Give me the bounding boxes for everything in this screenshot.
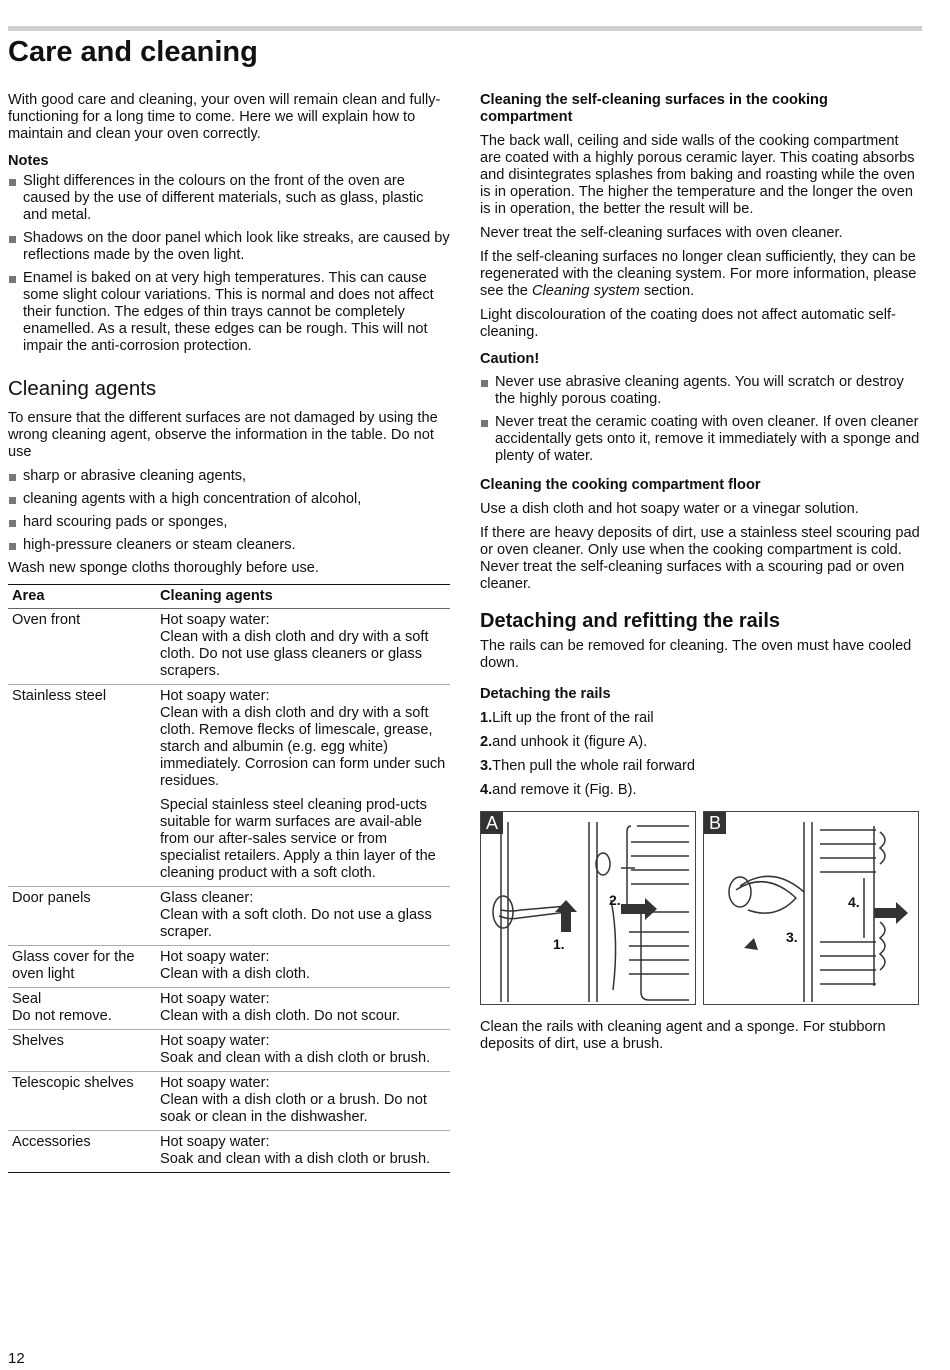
agent-label: Hot soapy water: bbox=[160, 949, 270, 965]
agent-label: Hot soapy water: bbox=[160, 688, 270, 704]
list-item: cleaning agents with a high concentration of alcohol, bbox=[8, 491, 450, 508]
agent-cell bbox=[156, 887, 450, 946]
agent-cell bbox=[156, 685, 450, 887]
step-2-callout: 2. bbox=[609, 892, 621, 908]
step-number: 4. bbox=[480, 782, 493, 798]
area-cell: Shelves bbox=[8, 1030, 156, 1072]
text-span: If the self-cleaning surfaces no longer clean sufficiently, they can be regenerated with the cleaning system. For more information, please see the bbox=[480, 249, 917, 299]
self-cleaning-heading: Cleaning the self-cleaning surfaces in the cooking compartment bbox=[480, 92, 828, 125]
agent-text: Clean with a soft cloth. Do not use a glass scraper. bbox=[160, 907, 432, 940]
agent-cell bbox=[156, 946, 450, 988]
agent-text: Soak and clean with a dish cloth or brush. bbox=[160, 1050, 431, 1066]
agent-cell bbox=[156, 988, 450, 1030]
floor-heading: Cleaning the cooking compartment floor bbox=[480, 477, 761, 493]
table-row bbox=[8, 988, 450, 1030]
table-row bbox=[8, 946, 450, 988]
area-label: Seal bbox=[12, 991, 42, 1007]
area-cell: Telescopic shelves bbox=[8, 1072, 156, 1131]
intro-paragraph: With good care and cleaning, your oven will remain clean and fully-functioning for a long time to come. Here we will explain how to maintain and clean your oven correctly. bbox=[8, 92, 441, 142]
step-item bbox=[480, 734, 922, 751]
list-item: high-pressure cleaners or steam cleaners. bbox=[8, 537, 450, 554]
column-header-area: Area bbox=[8, 585, 156, 609]
area-note: Do not remove. bbox=[12, 1008, 112, 1024]
figure-a bbox=[480, 811, 696, 1005]
list-item: Enamel is baked on at very high temperatures. This can cause some slight colour variations. This is normal and does not affect their function. The edges of thin trays cannot be completely enamelled. As a result, these edges can be rough. This will not impair the anti-corrosion protection. bbox=[8, 270, 450, 355]
agent-label: Hot soapy water: bbox=[160, 612, 270, 628]
agent-cell bbox=[156, 609, 450, 685]
step-text: and remove it (Fig. B). bbox=[492, 782, 637, 798]
area-cell: Door panels bbox=[8, 887, 156, 946]
area-cell: Stainless steel bbox=[8, 685, 156, 887]
list-item: Never use abrasive cleaning agents. You will scratch or destroy the highly porous coating. bbox=[480, 374, 922, 408]
do-not-use-list bbox=[8, 468, 450, 554]
step-4-callout: 4. bbox=[848, 894, 860, 910]
list-item: hard scouring pads or sponges, bbox=[8, 514, 450, 531]
figure-label-a: A bbox=[481, 812, 503, 834]
table-header-row bbox=[8, 585, 450, 609]
list-item: Never treat the ceramic coating with oven cleaner. If oven cleaner accidentally gets onto it, remove it immediately with a sponge and plenty of water. bbox=[480, 414, 922, 465]
text-span: section. bbox=[639, 283, 695, 299]
figure-b bbox=[703, 811, 919, 1005]
steps-list bbox=[480, 710, 922, 799]
agent-label: Glass cleaner: bbox=[160, 890, 254, 906]
table-row bbox=[8, 1030, 450, 1072]
self-cleaning-p4: Light discolouration of the coating does not affect automatic self-cleaning. bbox=[480, 307, 896, 340]
step-1-callout: 1. bbox=[553, 936, 565, 952]
agent-label: Hot soapy water: bbox=[160, 991, 270, 1007]
self-cleaning-p2: Never treat the self-cleaning surfaces with oven cleaner. bbox=[480, 225, 843, 241]
step-item bbox=[480, 710, 922, 727]
agent-text: Clean with a dish cloth or a brush. Do not soak or clean in the dishwasher. bbox=[160, 1092, 427, 1125]
column-header-agents: Cleaning agents bbox=[156, 585, 450, 609]
table-row bbox=[8, 1131, 450, 1173]
detaching-heading: Detaching the rails bbox=[480, 686, 611, 702]
agent-cell bbox=[156, 1131, 450, 1173]
step-text: and unhook it (figure A). bbox=[492, 734, 648, 750]
figure-label-b: B bbox=[704, 812, 726, 834]
agent-text: Clean with a dish cloth. Do not scour. bbox=[160, 1008, 401, 1024]
notes-heading: Notes bbox=[8, 153, 49, 169]
list-item: Slight differences in the colours on the front of the oven are caused by the use of different materials, such as glass, plastic and metal. bbox=[8, 173, 450, 224]
agent-cell bbox=[156, 1030, 450, 1072]
cleaning-agents-intro: To ensure that the different surfaces are not damaged by using the wrong cleaning agent, observe the information in the table. Do not use bbox=[8, 410, 438, 460]
step-number: 2. bbox=[480, 734, 493, 750]
cleaning-agents-table bbox=[8, 584, 450, 1173]
list-item: sharp or abrasive cleaning agents, bbox=[8, 468, 450, 485]
caution-list bbox=[480, 374, 922, 465]
rails-outro: Clean the rails with cleaning agent and a sponge. For stubborn deposits of dirt, use a brush. bbox=[480, 1019, 886, 1052]
floor-p2: If there are heavy deposits of dirt, use a stainless steel scouring pad or oven cleaner. Only use when the cooking compartment is cold. Never treat the self-cleaning surfaces with a scouring pad or oven cleaner. bbox=[480, 525, 920, 592]
sponge-note: Wash new sponge cloths thoroughly before use. bbox=[8, 560, 319, 576]
floor-p1: Use a dish cloth and hot soapy water or a vinegar solution. bbox=[480, 501, 859, 517]
step-number: 1. bbox=[480, 710, 493, 726]
figure-b-illustration bbox=[704, 812, 918, 1004]
left-column bbox=[8, 92, 450, 1173]
step-item bbox=[480, 782, 922, 799]
agent-text: Clean with a dish cloth and dry with a soft cloth. Do not use glass cleaners or glass scrapers. bbox=[160, 629, 429, 679]
agent-extra-text: Special stainless steel cleaning prod-ucts suitable for warm surfaces are avail-able from our after-sales service or from specialist retailers. Apply a thin layer of the cleaning product with a soft cloth. bbox=[160, 797, 436, 881]
top-rule bbox=[8, 26, 922, 31]
right-column bbox=[480, 92, 922, 1060]
agent-cell bbox=[156, 1072, 450, 1131]
self-cleaning-p3 bbox=[480, 249, 922, 300]
page-title: Care and cleaning bbox=[8, 36, 258, 68]
figure-a-illustration bbox=[481, 812, 695, 1004]
table-row bbox=[8, 609, 450, 685]
notes-list bbox=[8, 173, 450, 355]
step-text: Then pull the whole rail forward bbox=[492, 758, 695, 774]
area-cell: Accessories bbox=[8, 1131, 156, 1173]
agent-text: Clean with a dish cloth. bbox=[160, 966, 311, 982]
agent-label: Hot soapy water: bbox=[160, 1075, 270, 1091]
area-cell bbox=[8, 988, 156, 1030]
step-text: Lift up the front of the rail bbox=[492, 710, 654, 726]
table-row bbox=[8, 1072, 450, 1131]
agent-label: Hot soapy water: bbox=[160, 1033, 270, 1049]
rails-heading: Detaching and refitting the rails bbox=[480, 610, 781, 632]
step-number: 3. bbox=[480, 758, 493, 774]
rails-intro: The rails can be removed for cleaning. The oven must have cooled down. bbox=[480, 638, 912, 671]
area-cell: Glass cover for the oven light bbox=[8, 946, 156, 988]
rail-figures bbox=[480, 811, 922, 1005]
agent-text: Clean with a dish cloth and dry with a soft cloth. Remove flecks of limescale, grease, starch and albumin (e.g. egg white) immediately. Corrosion can form under such residues. bbox=[160, 705, 446, 789]
agent-text: Soak and clean with a dish cloth or brush. bbox=[160, 1151, 431, 1167]
agent-label: Hot soapy water: bbox=[160, 1134, 270, 1150]
area-cell: Oven front bbox=[8, 609, 156, 685]
step-item bbox=[480, 758, 922, 775]
page-number: 12 bbox=[8, 1350, 25, 1367]
table-row bbox=[8, 887, 450, 946]
section-reference: Cleaning system bbox=[531, 283, 640, 299]
self-cleaning-p1: The back wall, ceiling and side walls of the cooking compartment are coated with a highly porous ceramic layer. This coating absorbs and disintegrates splashes from baking and roasting while the oven is in operation. The higher the temperature and the longer the oven is in operation, the better the result will be. bbox=[480, 133, 915, 217]
caution-heading: Caution! bbox=[480, 351, 540, 367]
cleaning-agents-heading: Cleaning agents bbox=[8, 377, 157, 400]
step-3-callout: 3. bbox=[786, 929, 798, 945]
table-row bbox=[8, 685, 450, 887]
list-item: Shadows on the door panel which look like streaks, are caused by reflections made by the oven light. bbox=[8, 230, 450, 264]
